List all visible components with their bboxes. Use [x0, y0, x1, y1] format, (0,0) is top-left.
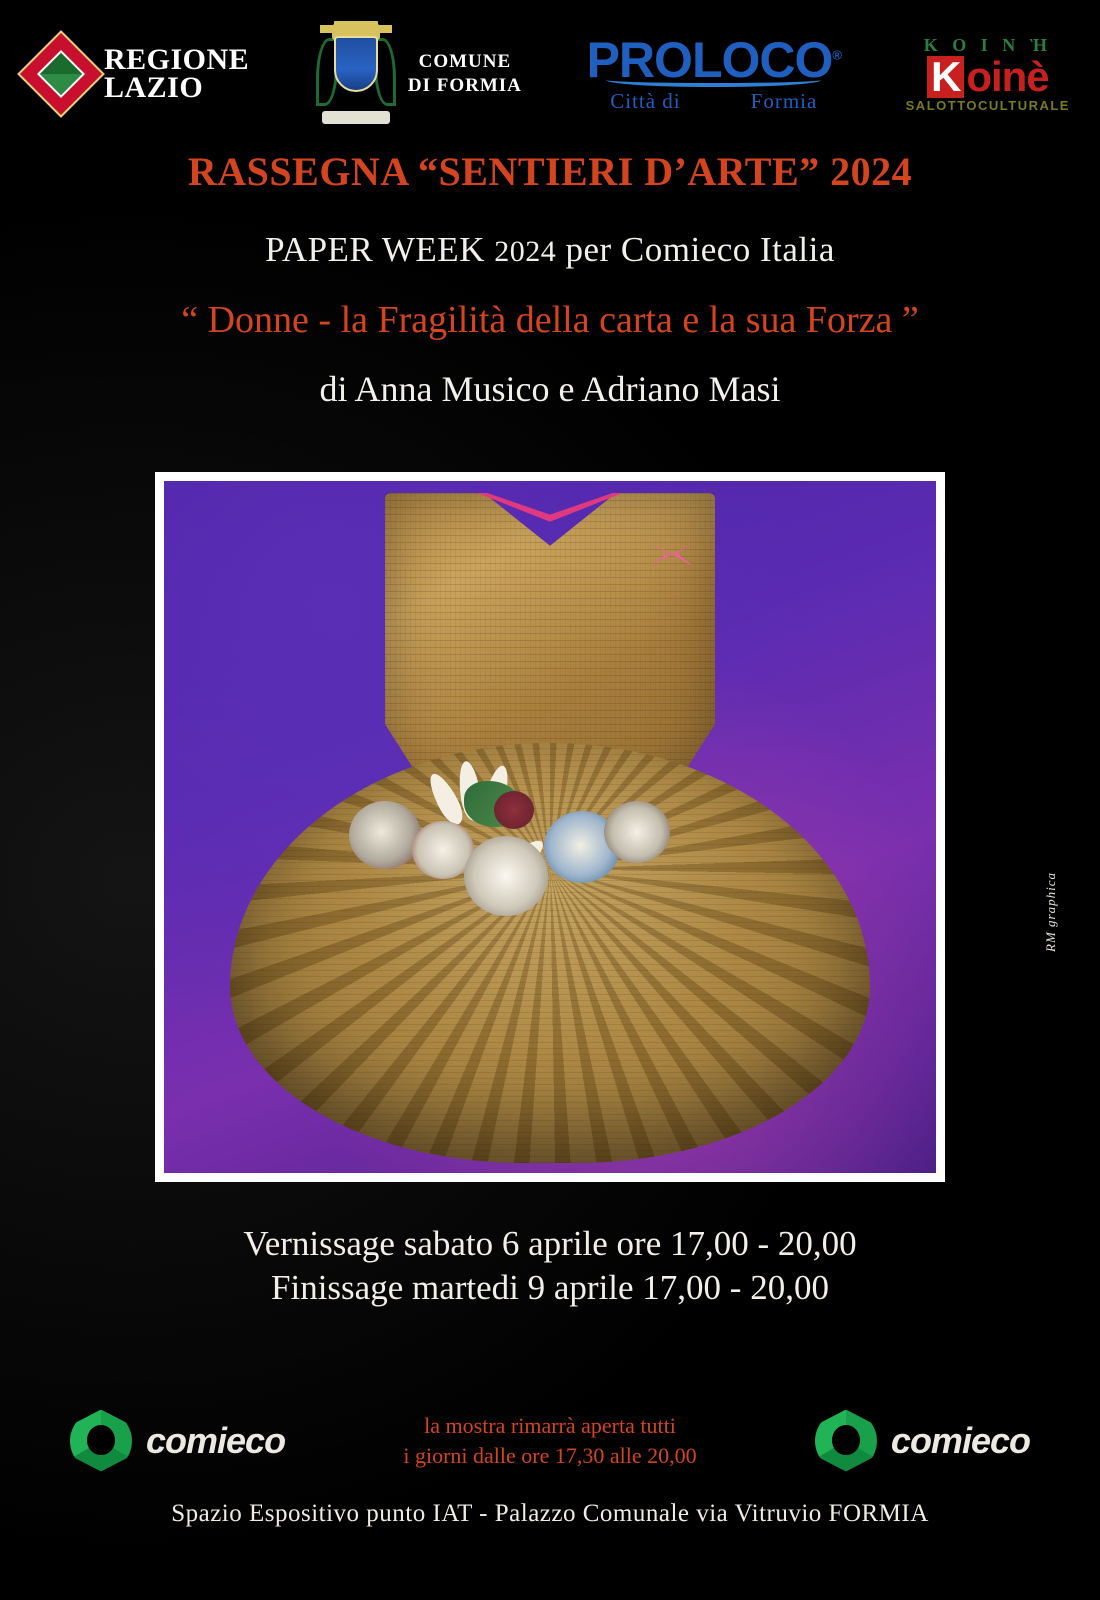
proloco-sub-1: Città di: [610, 88, 681, 113]
koine-rest: oinè: [966, 53, 1049, 100]
formia-crest-icon: [314, 22, 398, 126]
venue-address: Spazio Espositivo punto IAT - Palazzo Comunale via Vitruvio FORMIA: [171, 1500, 929, 1527]
recycling-center-icon: [87, 1425, 115, 1455]
exhibition-authors: di Anna Musico e Adriano Masi: [319, 369, 781, 409]
paper-dress-skirt: [230, 743, 870, 1163]
recycling-icon: [815, 1410, 877, 1472]
lazio-crest-icon: [17, 30, 105, 118]
logo-comune-di-formia: [314, 22, 522, 126]
subtitle-paper-week: [0, 230, 1100, 270]
vernissage-line: Vernissage sabato 6 aprile ore 17,00 - 20,00: [243, 1224, 857, 1263]
artist-signature: RM graphica: [1043, 872, 1058, 952]
proloco-word-2: LOCO: [691, 31, 833, 88]
finissage-line: Finissage martedi 9 aprile 17,00 - 20,00: [271, 1267, 829, 1307]
lazio-crest-inner-icon: [37, 50, 85, 98]
artwork-frame: [155, 472, 1058, 1182]
crest-shield-icon: [334, 36, 378, 92]
proloco-wordmark: [586, 31, 841, 88]
opening-hours-note: [403, 1411, 696, 1470]
proloco-registered-icon: ®: [832, 46, 841, 62]
recycling-icon: [70, 1410, 132, 1472]
logo-koine: [906, 35, 1070, 113]
koine-initial: K: [927, 56, 964, 98]
paper-week-tail: per Comieco Italia: [565, 230, 835, 269]
paper-flower: [494, 791, 534, 829]
comieco-left-label: comieco: [146, 1419, 286, 1461]
page-title: RASSEGNA “SENTIERI D’ARTE” 2024: [187, 149, 913, 194]
logo-comieco-left: [70, 1410, 285, 1472]
logo-comune-text: [408, 50, 522, 98]
logo-comieco-right: [815, 1410, 1030, 1472]
koine-greek-text: Κ Ο Ι Ν Ὴ: [923, 35, 1052, 55]
paper-week-label: PAPER WEEK: [265, 230, 485, 269]
exhibition-title: “ Donne - la Fragilità della carta e la sua Forza ”: [181, 299, 919, 341]
paper-flower: [349, 801, 421, 869]
proloco-subtitle: [610, 89, 817, 114]
crest-ribbon-icon: [322, 111, 390, 124]
paper-flower: [604, 801, 670, 863]
proloco-word-1: PRO: [586, 31, 692, 88]
comune-line-1: COMUNE: [418, 51, 512, 73]
lazio-line-1: REGIONE: [104, 43, 250, 77]
artwork-image: [164, 481, 936, 1173]
event-dates: [0, 1222, 1100, 1310]
logo-regione-lazio-text: [104, 43, 250, 104]
koine-wordmark: [927, 53, 1049, 100]
skirt-newsprint-texture: [230, 743, 870, 1163]
logo-pro-loco: [586, 31, 841, 114]
proloco-sub-2: Formia: [750, 88, 818, 113]
paper-week-year: 2024: [494, 235, 557, 268]
sponsor-logo-strip: [0, 14, 1100, 134]
comune-line-2: DI FORMIA: [407, 75, 522, 96]
koine-subtitle: SALOTTOCULTURALE: [905, 98, 1070, 113]
logo-regione-lazio: [30, 43, 249, 105]
lazio-line-2: LAZIO: [104, 71, 204, 104]
note-line-1: la mostra rimarrà aperta tutti: [424, 1412, 676, 1438]
note-line-2: i giorni dalle ore 17,30 alle 20,00: [403, 1442, 697, 1468]
paper-flower: [464, 836, 548, 916]
footer-logo-row: [0, 1388, 1100, 1493]
comieco-right-label: comieco: [890, 1419, 1030, 1461]
recycling-center-icon: [832, 1425, 860, 1455]
